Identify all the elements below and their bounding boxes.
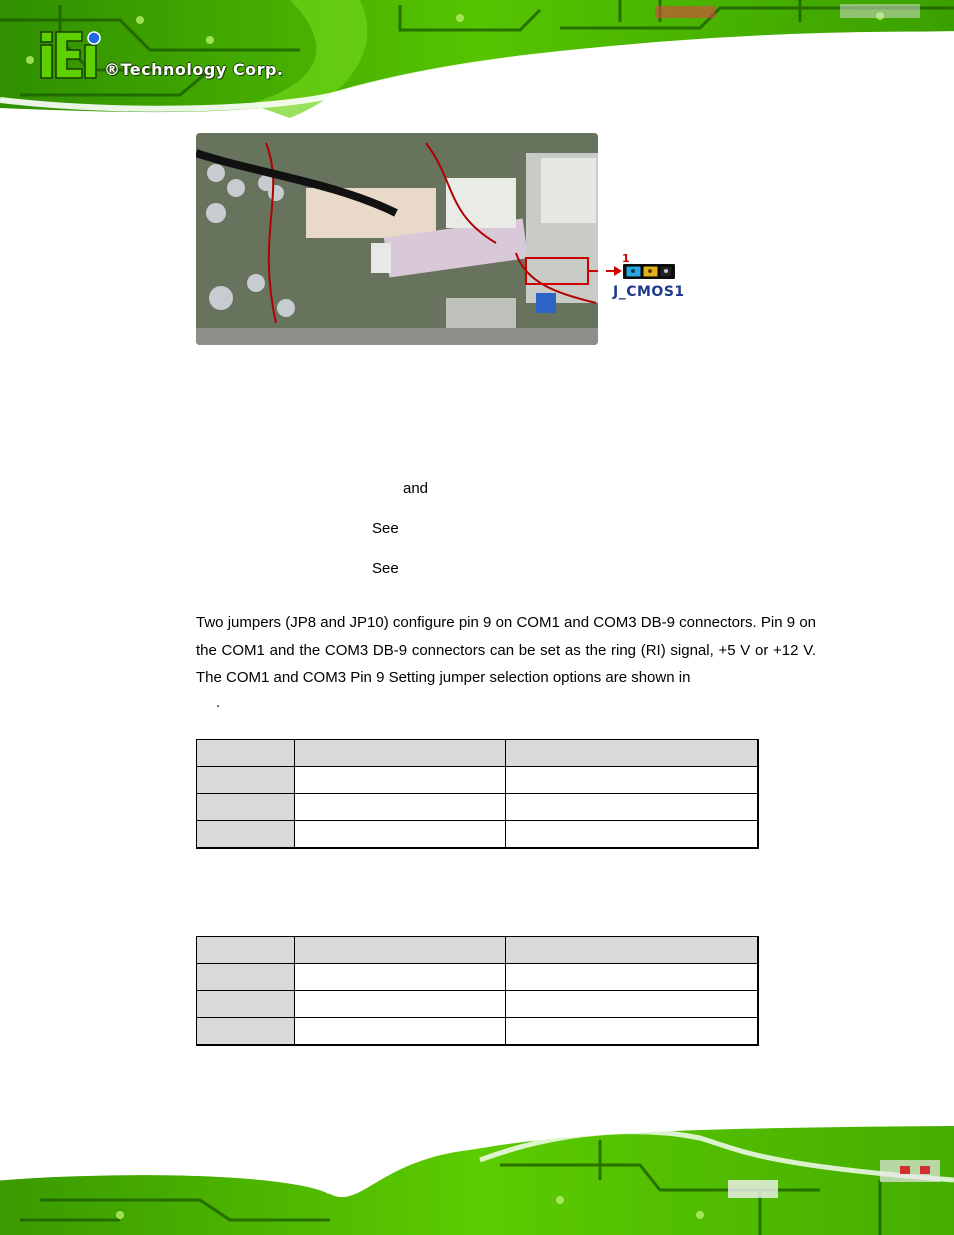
table-cell — [295, 740, 506, 767]
table-cell — [295, 964, 506, 991]
table-cell — [506, 964, 758, 991]
jumper-table-1 — [196, 739, 759, 849]
table-cell — [506, 740, 758, 767]
table-cell — [197, 740, 295, 767]
table-cell — [197, 964, 295, 991]
table-row — [197, 964, 758, 991]
table-cell — [197, 767, 295, 794]
table-row — [197, 991, 758, 1018]
table-row — [197, 821, 758, 848]
pcb-footer-graphic — [0, 1120, 954, 1235]
text-fragment-see: See — [372, 520, 399, 537]
table-cell — [506, 794, 758, 821]
table-cell — [295, 821, 506, 848]
table-cell — [506, 767, 758, 794]
table-cell — [295, 937, 506, 964]
table-cell — [506, 991, 758, 1018]
table-header-row — [197, 740, 758, 767]
table-cell — [197, 991, 295, 1018]
footer-banner — [0, 1120, 954, 1235]
text-fragment-and: and — [403, 480, 429, 497]
table-header-row — [197, 937, 758, 964]
table-cell — [506, 821, 758, 848]
table-cell — [295, 794, 506, 821]
table-cell — [506, 937, 758, 964]
table-cell — [197, 821, 295, 848]
table-cell — [197, 794, 295, 821]
header-banner — [0, 0, 954, 118]
table-cell — [506, 1018, 758, 1045]
table-cell — [197, 937, 295, 964]
table-row — [197, 767, 758, 794]
jumper-name-label: J_CMOS1 — [613, 284, 685, 300]
table-cell — [295, 1018, 506, 1045]
jumper-table-2 — [196, 936, 759, 1046]
text-fragment-see: See — [372, 560, 399, 577]
table-cell — [197, 1018, 295, 1045]
logo-text: ®Technology Corp. — [104, 60, 284, 79]
pin-one-label: 1 — [622, 252, 630, 265]
table-cell — [295, 767, 506, 794]
body-paragraph: Two jumpers (JP8 and JP10) configure pin 9 on COM1 and COM3 DB-9 connectors. Pin 9 on the COM1 and the COM3 DB-9 connectors can be set as the ring (RI) signal, +5 V or +12 V. The COM1 and COM3 Pin 9 Setting jumper selection options are shown in — [196, 614, 816, 687]
board-photo — [196, 133, 598, 345]
motherboard-image — [196, 133, 598, 345]
table-row — [197, 794, 758, 821]
table-cell — [295, 991, 506, 1018]
paragraph-trailing-period: . — [216, 694, 221, 711]
table-row — [197, 1018, 758, 1045]
